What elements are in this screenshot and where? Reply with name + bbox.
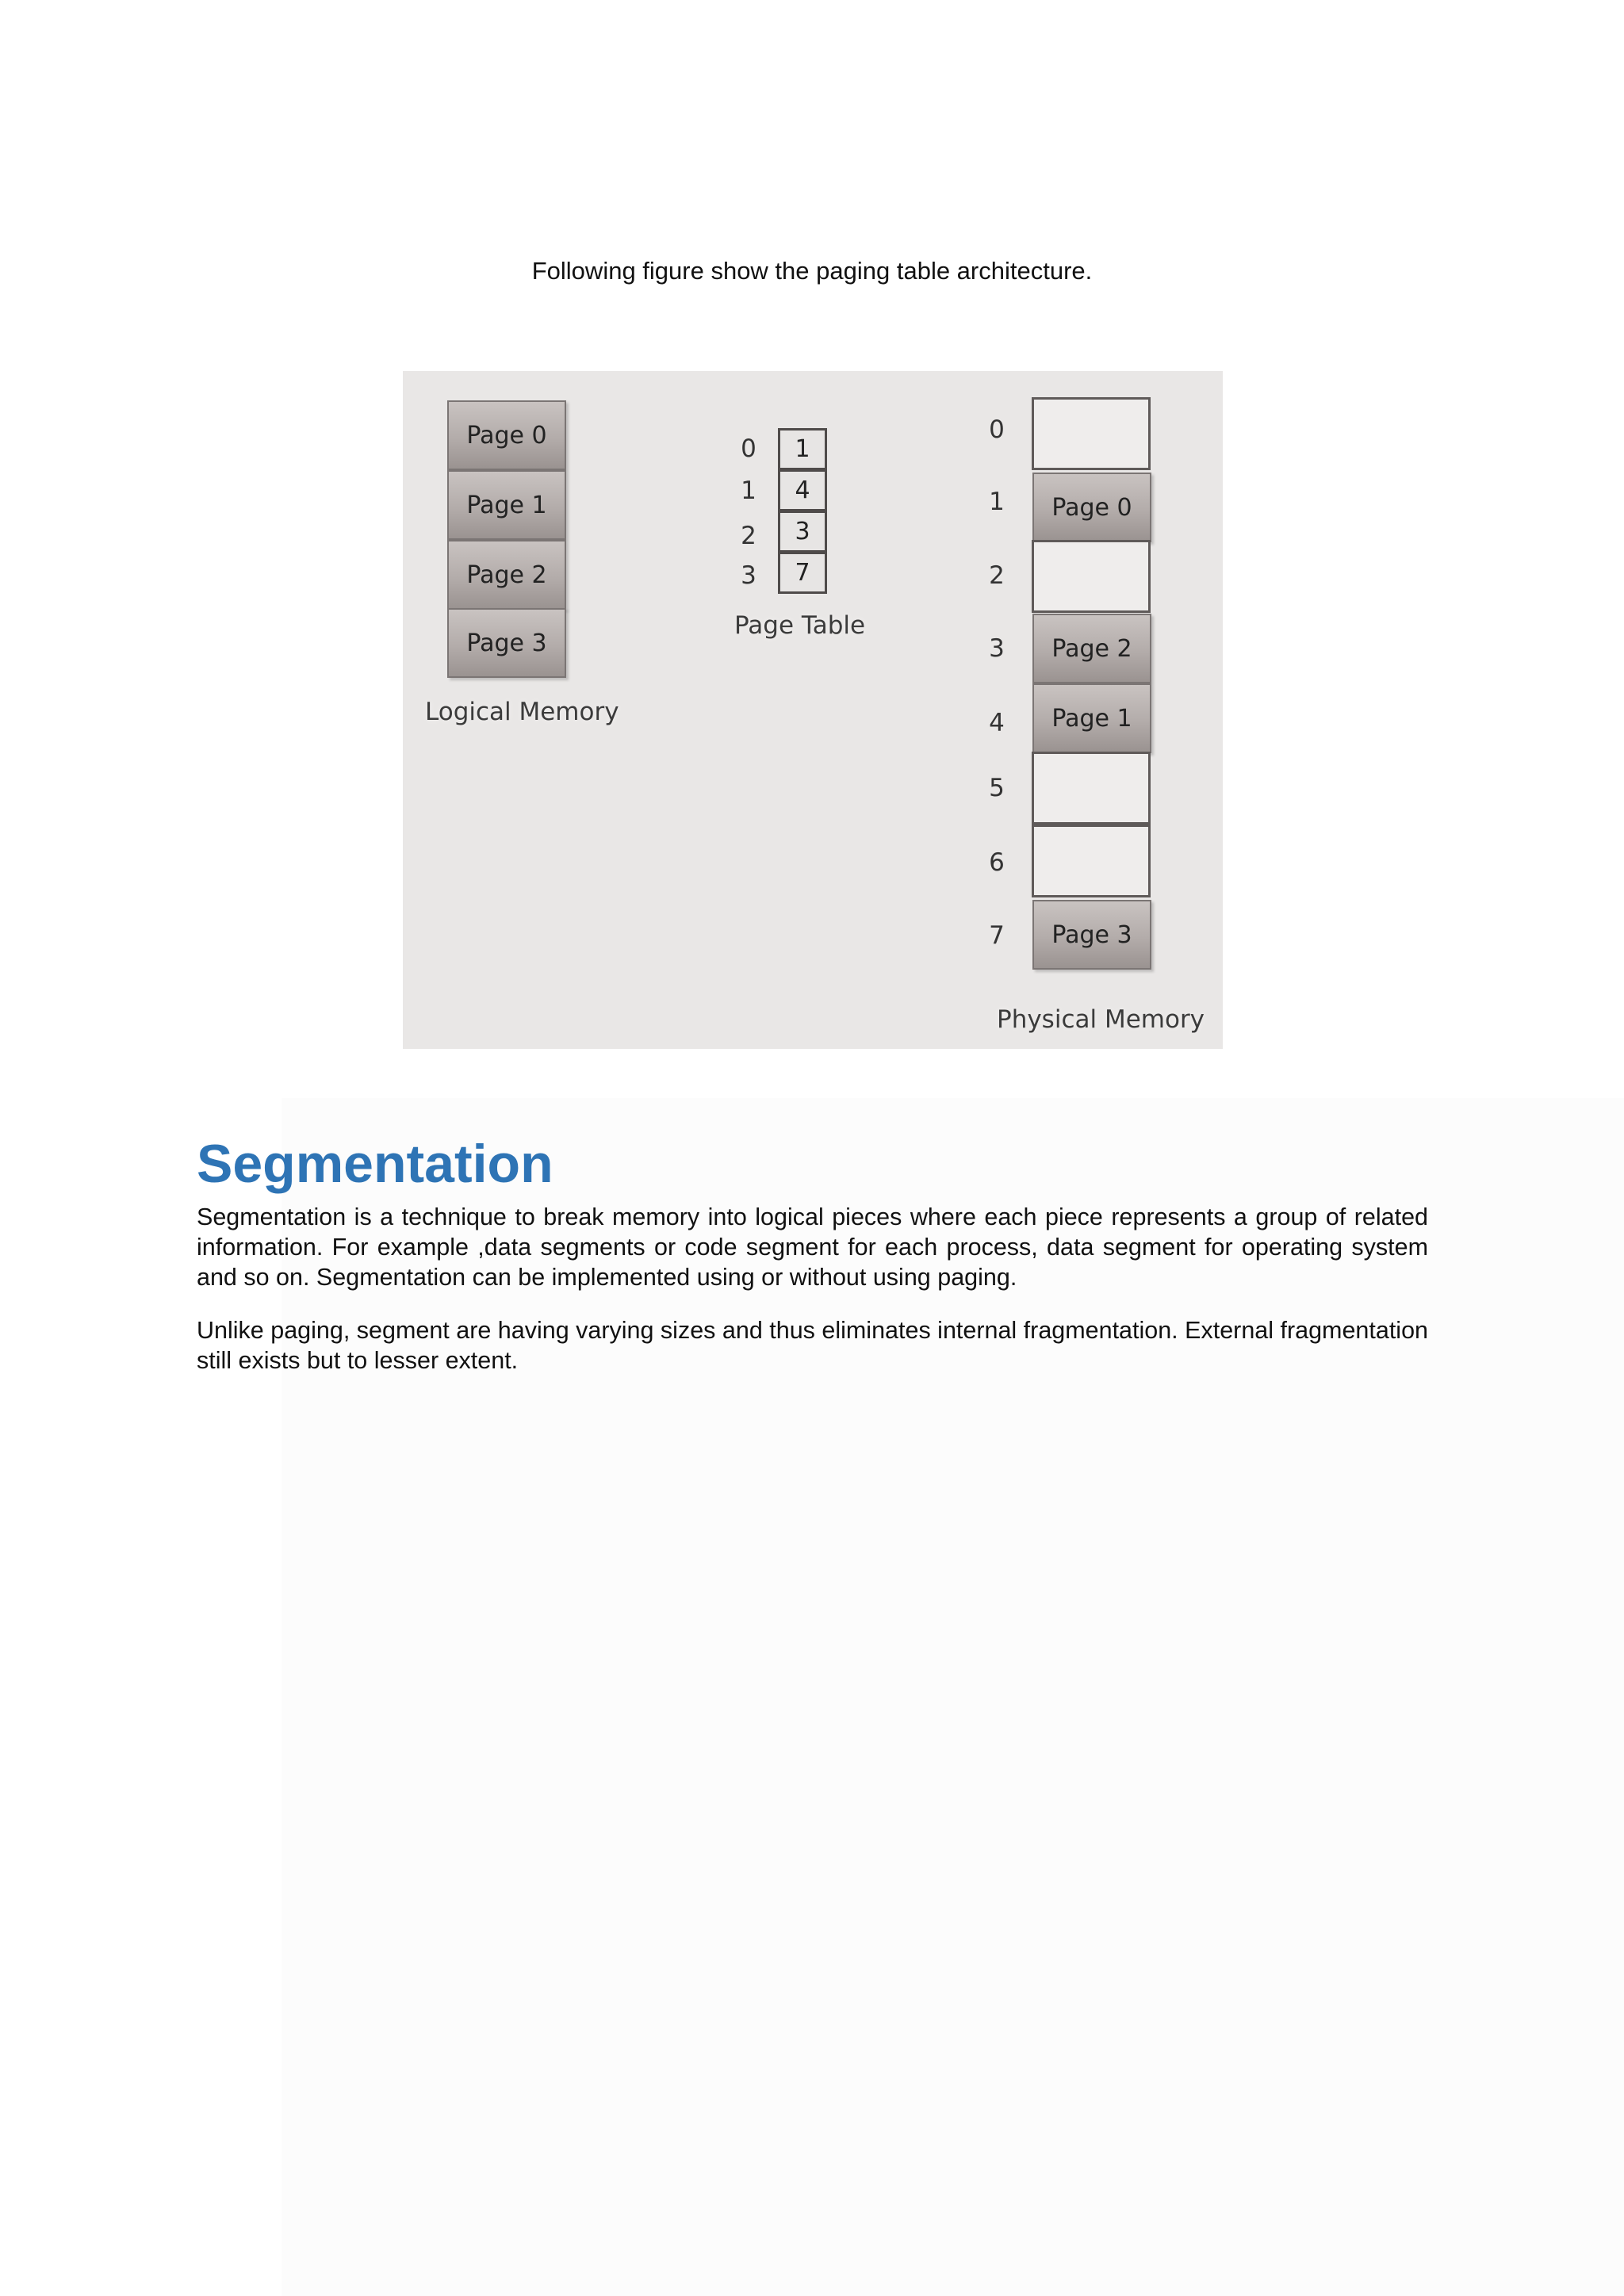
- page-table-frame-0: 1: [778, 428, 827, 470]
- figure-intro-text: Following figure show the paging table architecture.: [531, 257, 1093, 285]
- frame-number-7: 7: [989, 921, 1005, 950]
- physical-frame-1: Page 0: [1032, 473, 1151, 542]
- logical-page-1: Page 1: [447, 470, 566, 540]
- frame-number-3: 3: [989, 634, 1005, 663]
- page-table-index-0: 0: [741, 434, 756, 463]
- page-table-frame-1: 4: [778, 469, 827, 511]
- physical-frame-0-empty: [1032, 397, 1151, 470]
- physical-frame-2-empty: [1032, 540, 1151, 613]
- section-paragraph-2: Unlike paging, segment are having varying sizes and thus eliminates internal fragmentation. External fragmentation still exists but to lesser extent.: [197, 1317, 1428, 1374]
- section-heading: Segmentation: [197, 1134, 553, 1194]
- physical-frame-5-empty: [1032, 752, 1151, 825]
- frame-number-0: 0: [989, 415, 1005, 444]
- physical-frame-6-empty: [1032, 825, 1151, 897]
- physical-frame-4: Page 1: [1032, 683, 1151, 753]
- physical-memory-label: Physical Memory: [997, 1005, 1205, 1034]
- page-table-frame-2: 3: [778, 511, 827, 553]
- frame-number-6: 6: [989, 848, 1005, 877]
- page-table-index-3: 3: [741, 561, 756, 590]
- frame-number-4: 4: [989, 709, 1005, 737]
- frame-number-5: 5: [989, 774, 1005, 802]
- frame-number-1: 1: [989, 488, 1005, 516]
- paging-architecture-figure: [403, 371, 1223, 1049]
- page-table-index-1: 1: [741, 476, 756, 505]
- page-table-index-2: 2: [741, 522, 756, 550]
- logical-page-3: Page 3: [447, 608, 566, 678]
- physical-frame-3: Page 2: [1032, 614, 1151, 683]
- frame-number-2: 2: [989, 561, 1005, 590]
- logical-page-2: Page 2: [447, 540, 566, 610]
- logical-page-0: Page 0: [447, 400, 566, 470]
- physical-frame-7: Page 3: [1032, 900, 1151, 970]
- page-table-frame-3: 7: [778, 552, 827, 594]
- section-paragraph-1: Segmentation is a technique to break memory into logical pieces where each piece represents a group of related information. For example ,data segments or code segment for each process, data segment for operating system and so on. Segmentation can be implemented using or without using paging.: [197, 1203, 1428, 1291]
- page-table-label: Page Table: [734, 611, 866, 640]
- logical-memory-label: Logical Memory: [425, 698, 619, 726]
